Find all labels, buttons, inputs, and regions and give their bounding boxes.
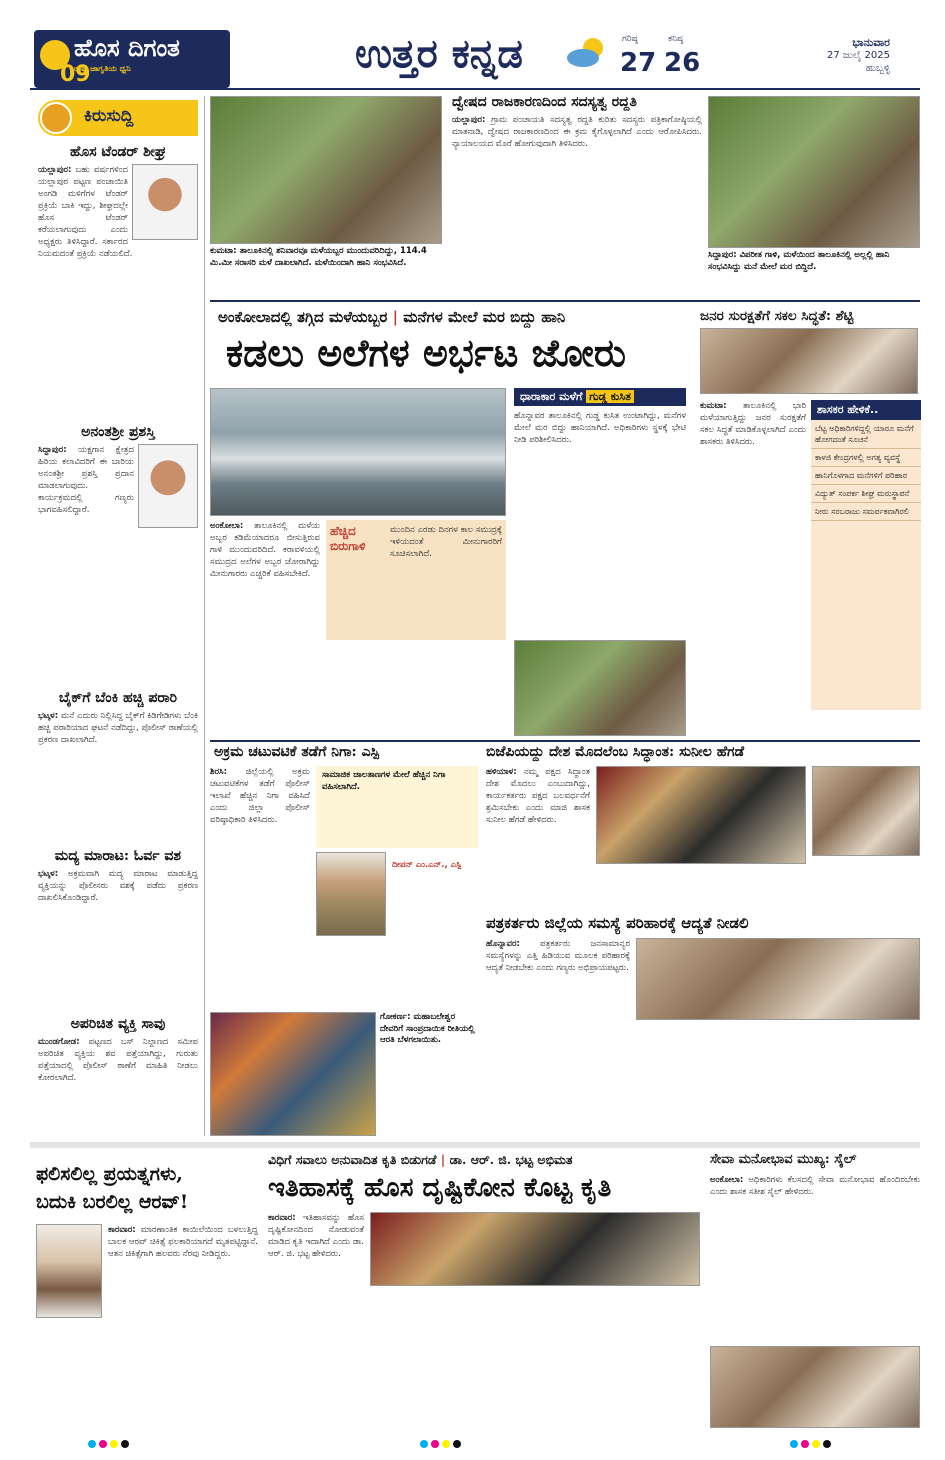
book-kicker: ವಿಧಿಗೆ ಸವಾಲು ಅನುವಾದಿತ ಕೃತಿ ಬಿಡುಗಡೆ | ಡಾ. ಆರ್. ಜಿ. ಭಟ್ಟ ಅಭಿಮತ: [268, 1152, 573, 1167]
safety-place: ಕುಮಟಾ:: [700, 401, 727, 411]
politics-place: ಯಲ್ಲಾಪುರ:: [452, 115, 486, 125]
boy-photo: [36, 1224, 102, 1318]
day: ಭಾನುವಾರ: [852, 36, 890, 49]
brief-4: [38, 848, 198, 1008]
police-text: ಜಿಲ್ಲೆಯಲ್ಲಿ ಅಕ್ರಮ ಚಟುವಟಿಕೆಗಳ ತಡೆಗೆ ಪೊಲೀಸ್ ಇಲಾಖೆ ಹೆಚ್ಚಿನ ನಿಗಾ ವಹಿಸಿದೆ ಎಂದು ಜಿಲ್ಲಾ ಪೊಲೀಸ್ ವರಿಷ್ಠಾಧಿಕಾರಿ ತಿಳಿಸಿದರು.: [210, 767, 310, 825]
date: 27 ಜುಲೈ 2025: [827, 50, 890, 61]
journalist-text: ಪತ್ರಕರ್ತರು ಜನಸಾಮಾನ್ಯರ ಸಮಸ್ಯೆಗಳನ್ನು ಎತ್ತಿ ಹಿಡಿಯುವ ಮೂಲಕ ಪರಿಹಾರಕ್ಕೆ ಆದ್ಯತೆ ನೀಡಬೇಕು ಎಂದು ಗಣ್ಯರು ಅಭಿಪ್ರಾಯಪಟ್ಟರು.: [486, 939, 630, 973]
boy-place: ಕಾರವಾರ:: [108, 1225, 136, 1235]
sp-photo: [316, 852, 386, 936]
service-headline: ಸೇವಾ ಮನೋಭಾವ ಮುಖ್ಯ: ಸೈಲ್: [710, 1152, 857, 1167]
temp-min-label: ಕನಿಷ್ಠ: [668, 34, 684, 44]
politics-text: ಗ್ರಾಮ ಪಂಚಾಯತಿ ಸದಸ್ಯತ್ವ ರದ್ದತಿ ಕುರಿತು ಸದಸ್ಯರು ಪತ್ರಿಕಾಗೋಷ್ಠಿಯಲ್ಲಿ ಮಾತನಾಡಿ, ದ್ವೇಷದ ರಾಜಕಾರಣದಿಂದ ಈ ಕ್ರಮ ಕೈಗೊಳ್ಳಲಾಗಿದೆ ಎಂದು ಆರೋಪಿಸಿದರು. ನ್ಯಾಯಾಲಯದ ಮೊರೆ ಹೋಗುವುದಾಗಿ ತಿಳಿಸಿದರು.: [452, 115, 702, 149]
brief-title: ಅನಂತಶ್ರೀ ಪ್ರಶಸ್ತಿ: [81, 424, 155, 440]
bjp-headline: ಬಿಜೆಪಿಯದ್ದು ದೇಶ ಮೊದಲೆಂಬ ಸಿದ್ಧಾಂತ: ಸುನೀಲ ಹೆಗಡೆ: [486, 744, 745, 760]
safety-headline: ಜನರ ಸುರಕ್ಷತೆಗೆ ಸಕಲ ಸಿದ್ಧತೆ: ಶೆಟ್ಟಿ: [700, 308, 854, 324]
flood-photo-caption: [210, 246, 442, 269]
brief-place: ಯಲ್ಲಾಪುರ:: [38, 165, 72, 175]
brief-body: [38, 164, 198, 396]
page-number: 09: [60, 62, 91, 87]
book-release-photo: [370, 1212, 700, 1286]
brief-5: [38, 1016, 198, 1140]
book-place: ಕಾರವಾರ:: [268, 1213, 296, 1223]
print-registration-dots: [790, 1433, 834, 1452]
damage-photo: [708, 96, 920, 248]
police-quote-box: [316, 766, 478, 848]
lead-body: [210, 520, 320, 720]
section-divider-band: [30, 1142, 920, 1148]
temp-min: 26: [664, 48, 701, 78]
column-divider: [204, 96, 205, 1136]
brief-1: [38, 144, 198, 396]
logo-text: ಹೊಸ ದಿಗಂತ: [74, 34, 180, 62]
lead-text-2: ಹೊನ್ನಾವರ ತಾಲೂಕಿನಲ್ಲಿ ಗುಡ್ಡ ಕುಸಿತ ಉಂಟಾಗಿದ್ದು, ಮನೆಗಳ ಮೇಲೆ ಮರ ಬಿದ್ದು ಹಾನಿಯಾಗಿದೆ. ಅಧಿಕಾರಿಗಳು ಸ್ಥಳಕ್ಕೆ ಭೇಟಿ ನೀಡಿ ಪರಿಶೀಲಿಸಿದರು.: [514, 411, 686, 445]
brief-text: ಬಹು ವರ್ಷಗಳಿಂದ ಯಲ್ಲಾಪುರ ಪಟ್ಟಣ ಪಂಚಾಯಿತಿ ಅಂಗಡಿ ಮಳಿಗೆಗಳ ಟೆಂಡರ್ ಪ್ರಕ್ರಿಯೆ ಬಾಕಿ ಇದ್ದು, ಶೀಘ್ರದಲ್ಲೇ ಹೊಸ ಟೆಂಡರ್ ಕರೆಯಲಾಗುವುದು ಎಂದು ಅಧ್ಯಕ್ಷರು ತಿಳಿಸಿದ್ದಾರೆ. ಸರ್ಕಾರದ ನಿಯಮದಂತೆ ಪ್ರಕ್ರಿಯೆ ನಡೆಯಲಿದೆ.: [38, 165, 133, 259]
brief-text: ಮನೆ ಎದುರು ನಿಲ್ಲಿಸಿದ್ದ ಬೈಕ್‌ಗೆ ಕಿಡಿಗೇಡಿಗಳು ಬೆಂಕಿ ಹಚ್ಚಿ ಪರಾರಿಯಾದ ಘಟನೆ ನಡೆದಿದ್ದು, ಪೊಲೀಸ್ ಠಾಣೆಯಲ್ಲಿ ಪ್ರಕರಣ ದಾಖಲಾಗಿದೆ.: [38, 711, 198, 745]
print-registration-dots: [420, 1433, 464, 1452]
mla-statement-box: [811, 400, 921, 710]
lead-box-title: ಹೆಚ್ಚಿದ ಬಿರುಗಾಳಿ: [330, 524, 366, 553]
edition-title: ಉತ್ತರ ಕನ್ನಡ: [355, 30, 523, 77]
brief-place: ಭಟ್ಕಳ:: [38, 869, 59, 879]
damage-photo-caption: [708, 250, 920, 273]
bjp-place: ಹಳಿಯಾಳ:: [486, 767, 517, 777]
brief-title: ಬೈಕ್‌ಗೆ ಬೆಂಕಿ ಹಚ್ಚಿ ಪರಾರಿ: [58, 690, 178, 706]
logo-tagline: ರಾಷ್ಟ್ರ ಜಾಗೃತಿಯ ಧ್ವನಿ: [74, 64, 131, 73]
service-body: [710, 1174, 920, 1342]
bjp-event-photo: [596, 766, 806, 864]
lead-headline: ಕಡಲು ಅಲೆಗಳ ಅರ್ಭಟ ಜೋರು: [226, 330, 627, 375]
police-place: ಶಿರಸಿ:: [210, 767, 228, 777]
brief-text: ಅಕ್ರಮವಾಗಿ ಮದ್ಯ ಮಾರಾಟ ಮಾಡುತ್ತಿದ್ದ ವ್ಯಕ್ತಿಯನ್ನು ಪೊಲೀಸರು ವಶಕ್ಕೆ ಪಡೆದು ಪ್ರಕರಣ ದಾಖಲಿಸಿಕೊಂಡಿದ್ದಾರೆ.: [38, 869, 198, 903]
dateline: [810, 36, 890, 75]
brief-body: [38, 868, 198, 1008]
mla-box-item: ಬೆಟ್ಟ ಅಧಿಕಾರಿಗಳಿದ್ದಲ್ಲಿ ಯಾರೂ ಮನೆಗೆ ಹೋಗದಂತೆ ಸೂಚನೆ: [811, 420, 921, 449]
partly-cloudy-icon: [565, 34, 611, 70]
hand-icon: [40, 102, 72, 134]
book-kicker-left: ವಿಧಿಗೆ ಸವಾಲು ಅನುವಾದಿತ ಕೃತಿ ಬಿಡುಗಡೆ: [268, 1152, 437, 1167]
lead-place: ಅಂಕೋಲಾ:: [210, 521, 244, 531]
temp-max-label: ಗರಿಷ್ಠ: [622, 34, 638, 44]
lead-box-text: ಮುಂದಿನ ಎರಡು ದಿನಗಳ ಕಾಲ ಸಮುದ್ರಕ್ಕೆ ಇಳಿಯದಂತೆ ಮೀನುಗಾರರಿಗೆ ಸೂಚಿಸಲಾಗಿದೆ.: [390, 525, 502, 559]
brief-title: ಮದ್ಯ ಮಾರಾಟ: ಓರ್ವ ವಶ: [54, 848, 182, 864]
temp-max: 27: [620, 48, 657, 78]
meeting-photo: [700, 328, 918, 394]
flood-photo: [210, 96, 442, 244]
book-kicker-right: ಡಾ. ಆರ್. ಜಿ. ಭಟ್ಟ ಅಭಿಮತ: [449, 1152, 573, 1167]
landslide-photo: [514, 640, 686, 736]
brief-body: [38, 1036, 198, 1140]
police-headline: ಅಕ್ರಮ ಚಟುವಟಿಕೆ ತಡೆಗೆ ನಿಗಾ: ಎಸ್ಪಿ: [214, 744, 380, 760]
city: ಹುಬ್ಬಳ್ಳಿ: [865, 63, 890, 74]
brief-body: [38, 710, 198, 858]
lead-subtag-highlight: ಗುಡ್ಡ ಕುಸಿತ: [586, 390, 634, 403]
lead-subtag: [514, 388, 686, 406]
brief-body: [38, 444, 198, 670]
caption-place: ಸಿದ್ದಾಪುರ:: [708, 250, 737, 260]
brief-photo: [132, 164, 198, 240]
caption-text: ಮಹಾಬಲೇಶ್ವರ ದೇವರಿಗೆ ಸಾಂಪ್ರದಾಯಿಕ ರೀತಿಯಲ್ಲಿ ಆರತಿ ಬೆಳಗಲಾಯಿತು.: [380, 1012, 475, 1045]
caption-text: ವಿಪರೀತ ಗಾಳಿ, ಮಳೆಯಿಂದ ತಾಲೂಕಿನಲ್ಲಿ ಅಲ್ಲಲ್ಲಿ ಹಾನಿ ಸಂಭವಿಸಿದ್ದು ಮನೆ ಮೇಲೆ ಮರ ಬಿದ್ದಿದೆ.: [708, 250, 890, 272]
service-text: ಅಧಿಕಾರಿಗಳು ಕೆಲಸದಲ್ಲಿ ಸೇವಾ ಮನೋಭಾವ ಹೊಂದಿರಬೇಕು ಎಂದು ಶಾಸಕ ಸತೀಶ ಸೈಲ್ ಹೇಳಿದರು.: [710, 1175, 920, 1197]
journalist-body: [486, 938, 630, 1128]
brief-place: ಮುಂಡಗೋಡ:: [38, 1037, 80, 1047]
boy-headline: [36, 1160, 258, 1216]
boy-body: [108, 1224, 258, 1430]
lead-body-2: [514, 410, 686, 580]
gokarna-caption: [380, 1012, 478, 1136]
journalist-headline: ಪತ್ರಕರ್ತರು ಜಿಲ್ಲೆಯ ಸಮಸ್ಯೆ ಪರಿಹಾರಕ್ಕೆ ಆದ್ಯತೆ ನೀಡಲಿ: [486, 914, 749, 932]
mla-box-header: ಶಾಸಕರ ಹೇಳಿಕೆ..: [811, 400, 921, 420]
service-event-photo: [710, 1346, 920, 1428]
police-quote-by: ದೀಪನ್ ಎಂ.ಎನ್., ಎಸ್ಪಿ: [392, 860, 462, 870]
sidebar-header: [38, 100, 198, 136]
print-registration-dots: [88, 1433, 132, 1452]
journalist-place: ಹೊನ್ನಾವರ:: [486, 939, 520, 949]
lead-text: ತಾಲೂಕಿನಲ್ಲಿ ಮಳೆಯ ಅಬ್ಬರ ಕಡಿಮೆಯಾದರೂ ಬೀಸುತ್ತಿರುವ ಗಾಳಿ ಮುಂದುವರಿದಿದೆ. ಕರಾವಳಿಯಲ್ಲಿ ಸಮುದ್ರದ ಅಲೆಗಳ ಅಬ್ಬರ ಜೋರಾಗಿದ್ದು ಮೀನುಗಾರರು ಎಚ್ಚರಿಕೆ ವಹಿಸಬೇಕಿದೆ.: [210, 521, 320, 579]
sidebar-header-label: ಕಿರುಸುದ್ದಿ: [84, 106, 134, 126]
boy-headline-line2: ಬದುಕಿ ಬರಲಿಲ್ಲ ಆರವ್!: [36, 1191, 189, 1213]
section-rule: [210, 300, 920, 302]
journalist-event-photo: [636, 938, 920, 1020]
boy-headline-line1: ಫಲಿಸಲಿಲ್ಲ ಪ್ರಯತ್ನಗಳು,: [36, 1163, 183, 1185]
brief-2: [38, 424, 198, 670]
safety-body: [700, 400, 806, 720]
police-body: [210, 766, 310, 1006]
lead-kicker-right: ಮನೆಗಳ ಮೇಲೆ ಮರ ಬಿದ್ದು ಹಾನಿ: [403, 308, 566, 326]
brief-place: ಭಟ್ಕಳ:: [38, 711, 59, 721]
section-rule: [210, 740, 920, 742]
brief-title: ಹೊಸ ಟೆಂಡರ್ ಶೀಘ್ರ: [69, 144, 166, 160]
lead-info-box: [326, 520, 506, 640]
mla-box-item: ಹಾನಿಗೊಳಗಾದ ಮನೆಗಳಿಗೆ ಪರಿಹಾರ: [811, 467, 921, 485]
gokarna-photo: [210, 1012, 376, 1136]
brief-photo: [138, 444, 198, 528]
caption-place: ಕುಮಟಾ:: [210, 246, 237, 256]
brief-3: [38, 690, 198, 858]
caption-place: ಗೋಕರ್ಣ:: [380, 1012, 411, 1022]
police-quote: ಸಾಮಾಜಿಕ ಜಾಲತಾಣಗಳ ಮೇಲೆ ಹೆಚ್ಚಿನ ನಿಗಾ ವಹಿಸಲಾಗಿದೆ.: [322, 770, 446, 792]
book-text: ಇತಿಹಾಸವನ್ನು ಹೊಸ ದೃಷ್ಟಿಕೋನದಿಂದ ನೋಡುವಂತೆ ಮಾಡಿದ ಕೃತಿ ಇದಾಗಿದೆ ಎಂದು ಡಾ. ಆರ್. ಜಿ. ಭಟ್ಟ ಹೇಳಿದರು.: [268, 1213, 364, 1259]
mla-box-item: ಕಾಳಜಿ ಕೇಂದ್ರಗಳಲ್ಲಿ ಅಗತ್ಯ ವ್ಯವಸ್ಥೆ: [811, 449, 921, 467]
book-body: [268, 1212, 364, 1430]
brief-text: ಪಟ್ಟಣದ ಬಸ್ ನಿಲ್ದಾಣದ ಸಮೀಪ ಅಪರಿಚಿತ ವ್ಯಕ್ತಿಯ ಶವ ಪತ್ತೆಯಾಗಿದ್ದು, ಗುರುತು ಪತ್ತೆಯಾದಲ್ಲಿ ಪೊಲೀಸ್ ಠಾಣೆಗೆ ಮಾಹಿತಿ ನೀಡಲು ಕೋರಲಾಗಿದೆ.: [38, 1037, 198, 1083]
brief-title: ಅಪರಿಚಿತ ವ್ಯಕ್ತಿ ಸಾವು: [70, 1016, 166, 1032]
lead-subtag-text: ಧಾರಾಕಾರ ಮಳೆಗೆ: [520, 390, 583, 403]
sea-waves-photo: [210, 388, 506, 516]
masthead-rule: [30, 88, 920, 90]
politics-body: [452, 114, 702, 294]
service-place: ಅಂಕೋಲಾ:: [710, 1175, 744, 1185]
boy-text: ಮಾರಣಾಂತಿಕ ಕಾಯಿಲೆಯಿಂದ ಬಳಲುತ್ತಿದ್ದ ಬಾಲಕ ಆರವ್ ಚಿಕಿತ್ಸೆ ಫಲಕಾರಿಯಾಗದೆ ಮೃತಪಟ್ಟಿದ್ದಾನೆ. ಆತನ ಚಿಕಿತ್ಸೆಗಾಗಿ ಹಲವರು ನೆರವು ನೀಡಿದ್ದರು.: [108, 1225, 258, 1259]
book-headline: ಇತಿಹಾಸಕ್ಕೆ ಹೊಸ ದೃಷ್ಟಿಕೋನ ಕೊಟ್ಟ ಕೃತಿ: [268, 1173, 612, 1203]
caption-text: ತಾಲೂಕಿನಲ್ಲಿ ಶನಿವಾರವೂ ಮಳೆಯಬ್ಬರ ಮುಂದುವರಿದಿದ್ದು, 114.4 ಮಿ.ಮೀ ಸರಾಸರಿ ಮಳೆ ದಾಖಲಾಗಿದೆ. ಮಳೆಯಿಂದಾಗಿ ಹಾನಿ ಸಂಭವಿಸಿದೆ.: [210, 246, 427, 268]
lead-kicker-left: ಅಂಕೋಲಾದಲ್ಲಿ ತಗ್ಗಿದ ಮಳೆಯಬ್ಬರ: [218, 308, 388, 326]
lead-kicker: ಅಂಕೋಲಾದಲ್ಲಿ ತಗ್ಗಿದ ಮಳೆಯಬ್ಬರ | ಮನೆಗಳ ಮೇಲೆ ಮರ ಬಿದ್ದು ಹಾನಿ: [218, 308, 566, 326]
brief-text: ಯಕ್ಷಗಾನ ಕ್ಷೇತ್ರದ ಹಿರಿಯ ಕಲಾವಿದರಿಗೆ ಈ ಬಾರಿಯ ಅನಂತಶ್ರೀ ಪ್ರಶಸ್ತಿ ಪ್ರದಾನ ಮಾಡಲಾಗುವುದು. ಕಾರ್ಯಕ್ರಮದಲ್ಲಿ ಗಣ್ಯರು ಭಾಗವಹಿಸಲಿದ್ದಾರೆ.: [38, 445, 134, 515]
politics-headline: ದ್ವೇಷದ ರಾಜಕಾರಣದಿಂದ ಸದಸ್ಯತ್ವ ರದ್ದತಿ: [452, 94, 637, 110]
safety-text: ತಾಲೂಕಿನಲ್ಲಿ ಭಾರಿ ಮಳೆಯಾಗುತ್ತಿದ್ದು ಜನರ ಸುರಕ್ಷತೆಗೆ ಸಕಲ ಸಿದ್ಧತೆ ಮಾಡಿಕೊಳ್ಳಲಾಗಿದೆ ಎಂದು ಶಾಸಕರು ತಿಳಿಸಿದರು.: [700, 401, 806, 447]
bjp-felicitation-photo: [812, 766, 920, 856]
brief-place: ಸಿದ್ದಾಪುರ:: [38, 445, 67, 455]
bjp-text: ನಮ್ಮ ಪಕ್ಷದ ಸಿದ್ಧಾಂತ ದೇಶ ಮೊದಲು ಎಂಬುದಾಗಿದ್ದು, ಕಾರ್ಯಕರ್ತರು ಪಕ್ಷದ ಬಲವರ್ಧನೆಗೆ ಶ್ರಮಿಸಬೇಕು ಎಂದು ಮಾಜಿ ಶಾಸಕ ಸುನೀಲ ಹೆಗಡೆ ಹೇಳಿದರು.: [486, 767, 590, 825]
mla-box-item: ವಿದ್ಯುತ್ ಸಂಪರ್ಕ ಶೀಘ್ರ ಮರುಸ್ಥಾಪನೆ: [811, 485, 921, 503]
mla-box-item: ನೀರು ಸರಬರಾಜು ಸಮರ್ಪಕವಾಗಿರಲಿ: [811, 503, 921, 521]
